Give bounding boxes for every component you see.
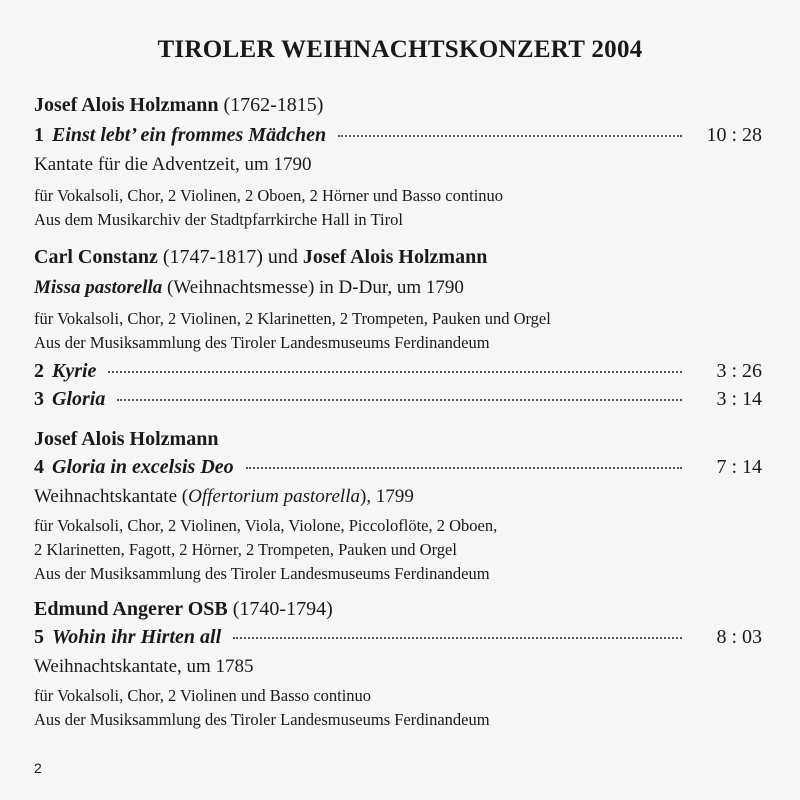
track-duration: 8 : 03: [716, 626, 762, 648]
track-number: 2: [34, 360, 44, 382]
composer-heading: [34, 94, 323, 117]
track-row: [34, 360, 762, 383]
scoring-text: für Vokalsoli, Chor, 2 Violinen, Viola, Violone, Piccoloflöte, 2 Oboen,: [34, 516, 498, 535]
dot-leader: [246, 466, 682, 469]
dot-leader: [117, 398, 682, 401]
source-text: Aus der Musiksammlung des Tiroler Landesmuseums Ferdinandeum: [34, 564, 490, 583]
track-number: 4: [34, 456, 44, 478]
composer-heading: [34, 428, 218, 451]
subtitle-italic: Offertorium pastorella: [188, 486, 360, 507]
source-text: Aus dem Musikarchiv der Stadtpfarrkirche Hall in Tirol: [34, 210, 403, 229]
composer-heading: [34, 598, 333, 621]
track-title: Gloria: [52, 388, 106, 410]
track-row: [34, 626, 762, 649]
track-number: 1: [34, 124, 44, 146]
track-title: Gloria in excelsis Deo: [52, 456, 234, 478]
subtitle-text: ), 1799: [360, 486, 414, 507]
work-subtitle: Kantate für die Adventzeit, um 1790: [34, 154, 312, 175]
track-duration: 3 : 26: [716, 360, 762, 382]
composer-name: Josef Alois Holzmann: [302, 246, 488, 268]
source-text: Aus der Musiksammlung des Tiroler Landesmuseums Ferdinandeum: [34, 333, 490, 352]
composer-name: Josef Alois Holzmann: [34, 428, 219, 450]
page-number: 2: [34, 760, 42, 776]
track-duration: 7 : 14: [716, 456, 762, 478]
page-title: TIROLER WEIHNACHTSKONZERT 2004: [157, 36, 643, 63]
composer-dates: (1740-1794): [232, 598, 333, 620]
subtitle-text: Weihnachtskantate (: [34, 486, 189, 507]
work-subtitle: Weihnachtskantate, um 1785: [34, 656, 254, 677]
track-title: Kyrie: [52, 360, 97, 382]
track-number: 5: [34, 626, 44, 648]
conjunction-text: und: [267, 246, 298, 268]
source-text: Aus der Musiksammlung des Tiroler Landesmuseums Ferdinandeum: [34, 710, 490, 729]
composer-dates: (1747-1817): [162, 246, 263, 268]
track-duration: 3 : 14: [716, 388, 762, 410]
composer-heading: [34, 246, 487, 269]
scoring-text: für Vokalsoli, Chor, 2 Violinen und Basso continuo: [34, 686, 372, 705]
track-title: Einst lebt’ ein frommes Mädchen: [52, 124, 327, 146]
work-title-line: [34, 277, 464, 299]
scoring-text: 2 Klarinetten, Fagott, 2 Hörner, 2 Trompeten, Pauken und Orgel: [34, 540, 457, 559]
track-row: [34, 456, 762, 479]
composer-name: Edmund Angerer OSB: [34, 598, 228, 620]
composer-dates: (1762-1815): [223, 94, 324, 116]
dot-leader: [338, 134, 682, 137]
track-number: 3: [34, 388, 44, 410]
track-row: [34, 388, 762, 411]
dot-leader: [108, 370, 682, 373]
track-title: Wohin ihr Hirten all: [52, 626, 222, 648]
work-title: Missa pastorella: [34, 277, 163, 298]
scoring-text: für Vokalsoli, Chor, 2 Violinen, 2 Klarinetten, 2 Trompeten, Pauken und Orgel: [34, 309, 551, 328]
dot-leader: [233, 636, 682, 639]
track-duration: 10 : 28: [706, 124, 762, 146]
work-subtitle: [34, 486, 414, 508]
scoring-text: für Vokalsoli, Chor, 2 Violinen, 2 Oboen, 2 Hörner und Basso continuo: [34, 186, 504, 205]
composer-name: Carl Constanz: [34, 246, 158, 268]
track-row: [34, 124, 762, 147]
work-title-rest: (Weihnachtsmesse) in D-Dur, um 1790: [167, 277, 464, 298]
composer-name: Josef Alois Holzmann: [34, 94, 219, 116]
